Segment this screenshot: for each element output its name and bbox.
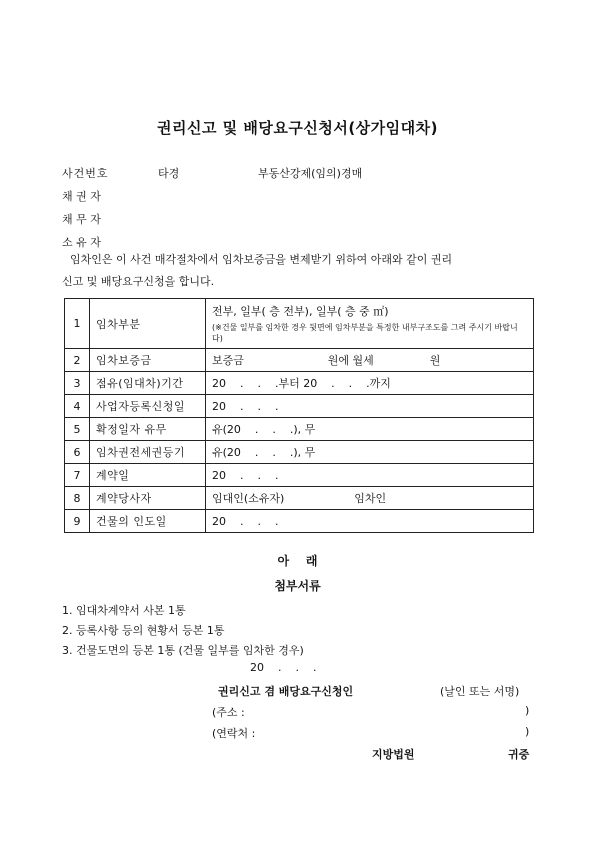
table-row: [65, 372, 534, 395]
row-label: 건물의 인도일: [90, 510, 206, 533]
table-row: [65, 464, 534, 487]
page-title: 권리신고 및 배당요구신청서(상가임대차): [157, 119, 438, 137]
court-label: 지방법원: [372, 748, 415, 761]
row-number: 6: [65, 441, 90, 464]
row-label: 계약당사자: [90, 487, 206, 510]
intro-line-2: 신고 및 배당요구신청을 합니다.: [62, 275, 215, 288]
table-row: [65, 418, 534, 441]
debtor-label: 채 무 자: [62, 213, 101, 226]
row-number: 2: [65, 349, 90, 372]
table-row: [65, 487, 534, 510]
row-label: 사업자등록신청일: [90, 395, 206, 418]
row-value: 20 . . .: [206, 510, 534, 533]
seal-label: (날인 또는 서명): [440, 685, 520, 698]
owner-label: 소 유 자: [62, 236, 101, 249]
table-row: [65, 349, 534, 372]
table-row: [65, 395, 534, 418]
case-number-line: [62, 165, 362, 181]
row-label: 계약일: [90, 464, 206, 487]
address-label: (주소 :: [212, 706, 245, 719]
case-kind: 부동산강제(임의)경매: [258, 167, 363, 180]
table-row: [65, 510, 534, 533]
row-number: 9: [65, 510, 90, 533]
below-heading: 아 래: [277, 554, 318, 568]
row-number: 3: [65, 372, 90, 395]
contact-close-paren: ): [525, 725, 530, 738]
date-line: 20 . . .: [250, 661, 317, 674]
attachment-item: 3. 건물도면의 등본 1통 (건물 일부를 임차한 경우): [62, 644, 304, 657]
attachment-item: 2. 등록사항 등의 현황서 등본 1통: [62, 624, 225, 637]
row-label: 임차부분: [90, 299, 206, 349]
row-value-text: 전부, 일부( 층 전부), 일부( 층 중 ㎡): [212, 305, 389, 318]
creditor-label: 채 권 자: [62, 190, 101, 203]
row-label: 점유(임대차)기간: [90, 372, 206, 395]
case-number-label: 사건번호: [62, 167, 109, 180]
row-number: 5: [65, 418, 90, 441]
row-value: 임대인(소유자) 임차인: [206, 487, 534, 510]
info-table: [64, 298, 534, 533]
row-label: 임차보증금: [90, 349, 206, 372]
contact-label: (연락처 :: [212, 727, 256, 740]
court-suffix: 귀중: [508, 748, 530, 761]
row-value: 보증금 원에 월세 원: [206, 349, 534, 372]
row-number: 7: [65, 464, 90, 487]
row-number: 1: [65, 299, 90, 349]
row-value: 20 . . .: [206, 395, 534, 418]
row-note: (※건물 일부를 임차한 경우 뒷면에 임차부분을 특정한 내부구조도를 그려 주시기 바랍니다): [212, 323, 518, 343]
row-value: 유(20 . . .), 무: [206, 441, 534, 464]
table-row: [65, 299, 534, 349]
row-value: [206, 299, 534, 349]
address-close-paren: ): [525, 704, 530, 717]
table-row: [65, 441, 534, 464]
row-value: 20 . . .부터 20 . . .까지: [206, 372, 534, 395]
intro-line-1: 임차인은 이 사건 매각절차에서 임차보증금을 변제받기 위하여 아래와 같이 권리: [70, 253, 453, 266]
case-type: 타경: [158, 167, 180, 180]
row-value: 20 . . .: [206, 464, 534, 487]
row-label: 임차권전세권등기: [90, 441, 206, 464]
attachments-heading: 첨부서류: [274, 579, 321, 593]
applicant-label: 권리신고 겸 배당요구신청인: [218, 685, 354, 698]
attachment-item: 1. 임대차계약서 사본 1통: [62, 604, 186, 617]
row-number: 8: [65, 487, 90, 510]
row-value: 유(20 . . .), 무: [206, 418, 534, 441]
row-label: 확정일자 유무: [90, 418, 206, 441]
row-number: 4: [65, 395, 90, 418]
